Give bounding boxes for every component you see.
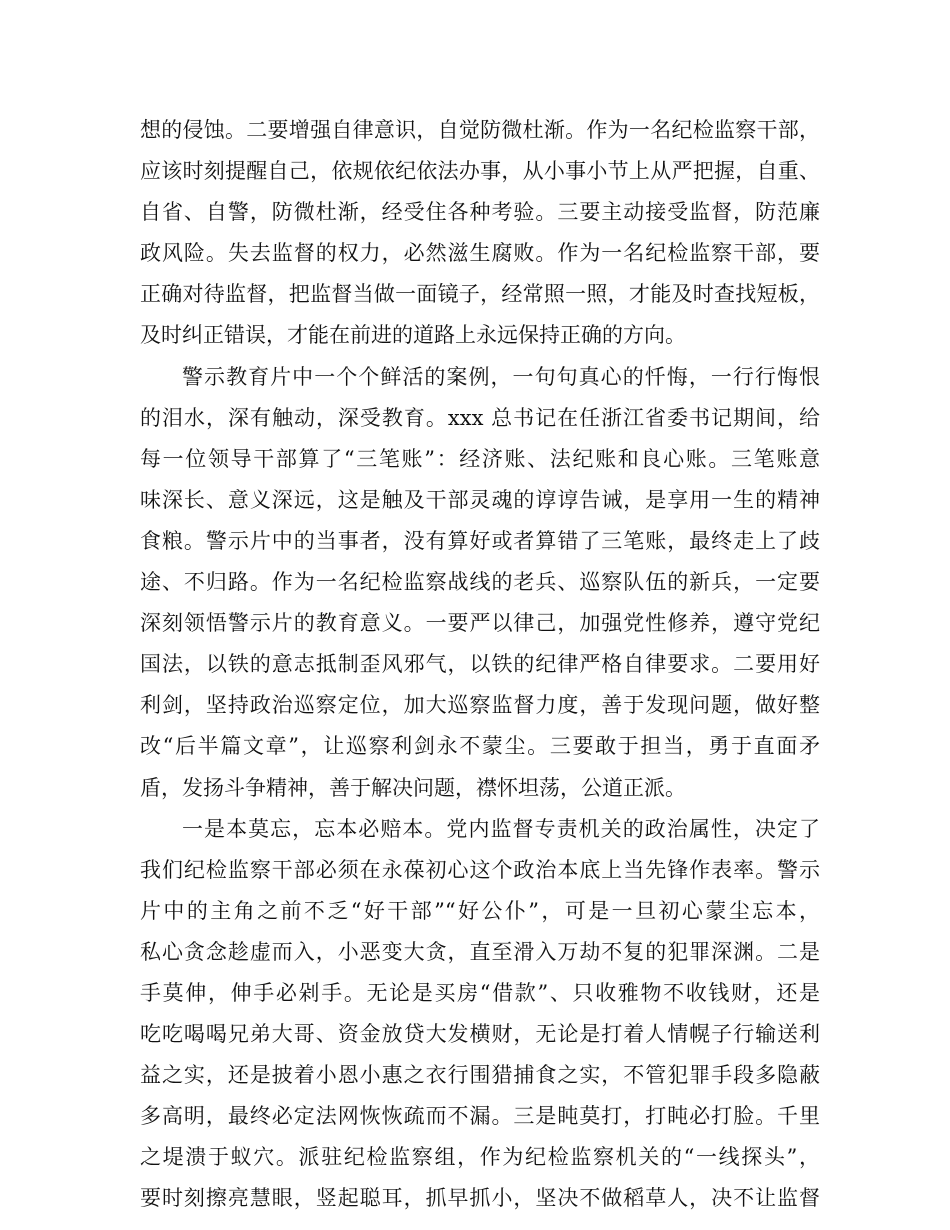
text-line: 应该时刻提醒自己，依规依纪依法办事，从小事小节上从严把握，自重、 (140, 159, 820, 184)
text-line: 自省、自警，防微杜渐，经受住各种考验。三要主动接受监督，防范廉 (140, 200, 820, 225)
text-line: 我们纪检监察干部必须在永葆初心这个政治本底上当先锋作表率。警示 (140, 857, 820, 882)
text-line: 手莫伸，伸手必剁手。无论是买房“借款”、只收雅物不收钱财，还是 (140, 980, 820, 1005)
text-line: 警示教育片中一个个鲜活的案例，一句句真心的忏悔，一行行悔恨 (182, 364, 820, 389)
text-line: 利剑，坚持政治巡察定位，加大巡察监督力度，善于发现问题，做好整 (140, 693, 820, 718)
paragraph-2 (140, 357, 820, 809)
text-line: 多高明，最终必定法网恢恢疏而不漏。三是盹莫打，打盹必打脸。千里 (140, 1104, 820, 1129)
text-line: 及时纠正错误，才能在前进的道路上永远保持正确的方向。 (140, 323, 686, 348)
text-line: 每一位领导干部算了“三笔账”：经济账、法纪账和良心账。三笔账意 (140, 446, 820, 471)
text-line: 之堤溃于蚁穴。派驻纪检监察组，作为纪检监察机关的“一线探头”， (140, 1145, 820, 1170)
text-line: 吃吃喝喝兄弟大哥、资金放贷大发横财，无论是打着人情幌子行输送利 (140, 1022, 820, 1047)
paragraph-3 (140, 809, 820, 1220)
text-line: 片中的主角之前不乏“好干部”“好公仆”，可是一旦初心蒙尘忘本， (140, 898, 820, 923)
text-line: 途、不归路。作为一名纪检监察战线的老兵、巡察队伍的新兵，一定要 (140, 570, 820, 595)
text-line: 食粮。警示片中的当事者，没有算好或者算错了三笔账，最终走上了歧 (140, 528, 820, 553)
text-line: 益之实，还是披着小恩小惠之衣行围猎捕食之实，不管犯罪手段多隐蔽 (140, 1063, 820, 1088)
text-line: 味深长、意义深远，这是触及干部灵魂的谆谆告诫，是享用一生的精神 (140, 487, 820, 512)
text-line: 私心贪念趁虚而入，小恶变大贪，直至滑入万劫不复的犯罪深渊。二是 (140, 939, 820, 964)
text-line: 一是本莫忘，忘本必赔本。党内监督专责机关的政治属性，决定了 (182, 816, 820, 841)
text-line: 要时刻擦亮慧眼，竖起聪耳，抓早抓小，坚决不做稻草人，决不让监督 (140, 1186, 820, 1211)
document-body (140, 110, 820, 1220)
text-line: 深刻领悟警示片的教育意义。一要严以律己，加强党性修养，遵守党纪 (140, 611, 820, 636)
text-line: 的泪水，深有触动，深受教育。xxx 总书记在任浙江省委书记期间，给 (140, 405, 820, 430)
text-line: 正确对待监督，把监督当做一面镜子，经常照一照，才能及时查找短板， (140, 282, 820, 307)
text-line: 想的侵蚀。二要增强自律意识，自觉防微杜渐。作为一名纪检监察干部， (140, 118, 820, 142)
text-line: 国法，以铁的意志抵制歪风邪气，以铁的纪律严格自律要求。二要用好 (140, 652, 820, 677)
text-line: 盾，发扬斗争精神，善于解决问题，襟怀坦荡，公道正派。 (140, 775, 686, 800)
paragraph-1 (140, 110, 820, 357)
text-line: 政风险。失去监督的权力，必然滋生腐败。作为一名纪检监察干部，要 (140, 241, 820, 266)
text-line: 改“后半篇文章”，让巡察利剑永不蒙尘。三要敢于担当，勇于直面矛 (140, 734, 820, 759)
